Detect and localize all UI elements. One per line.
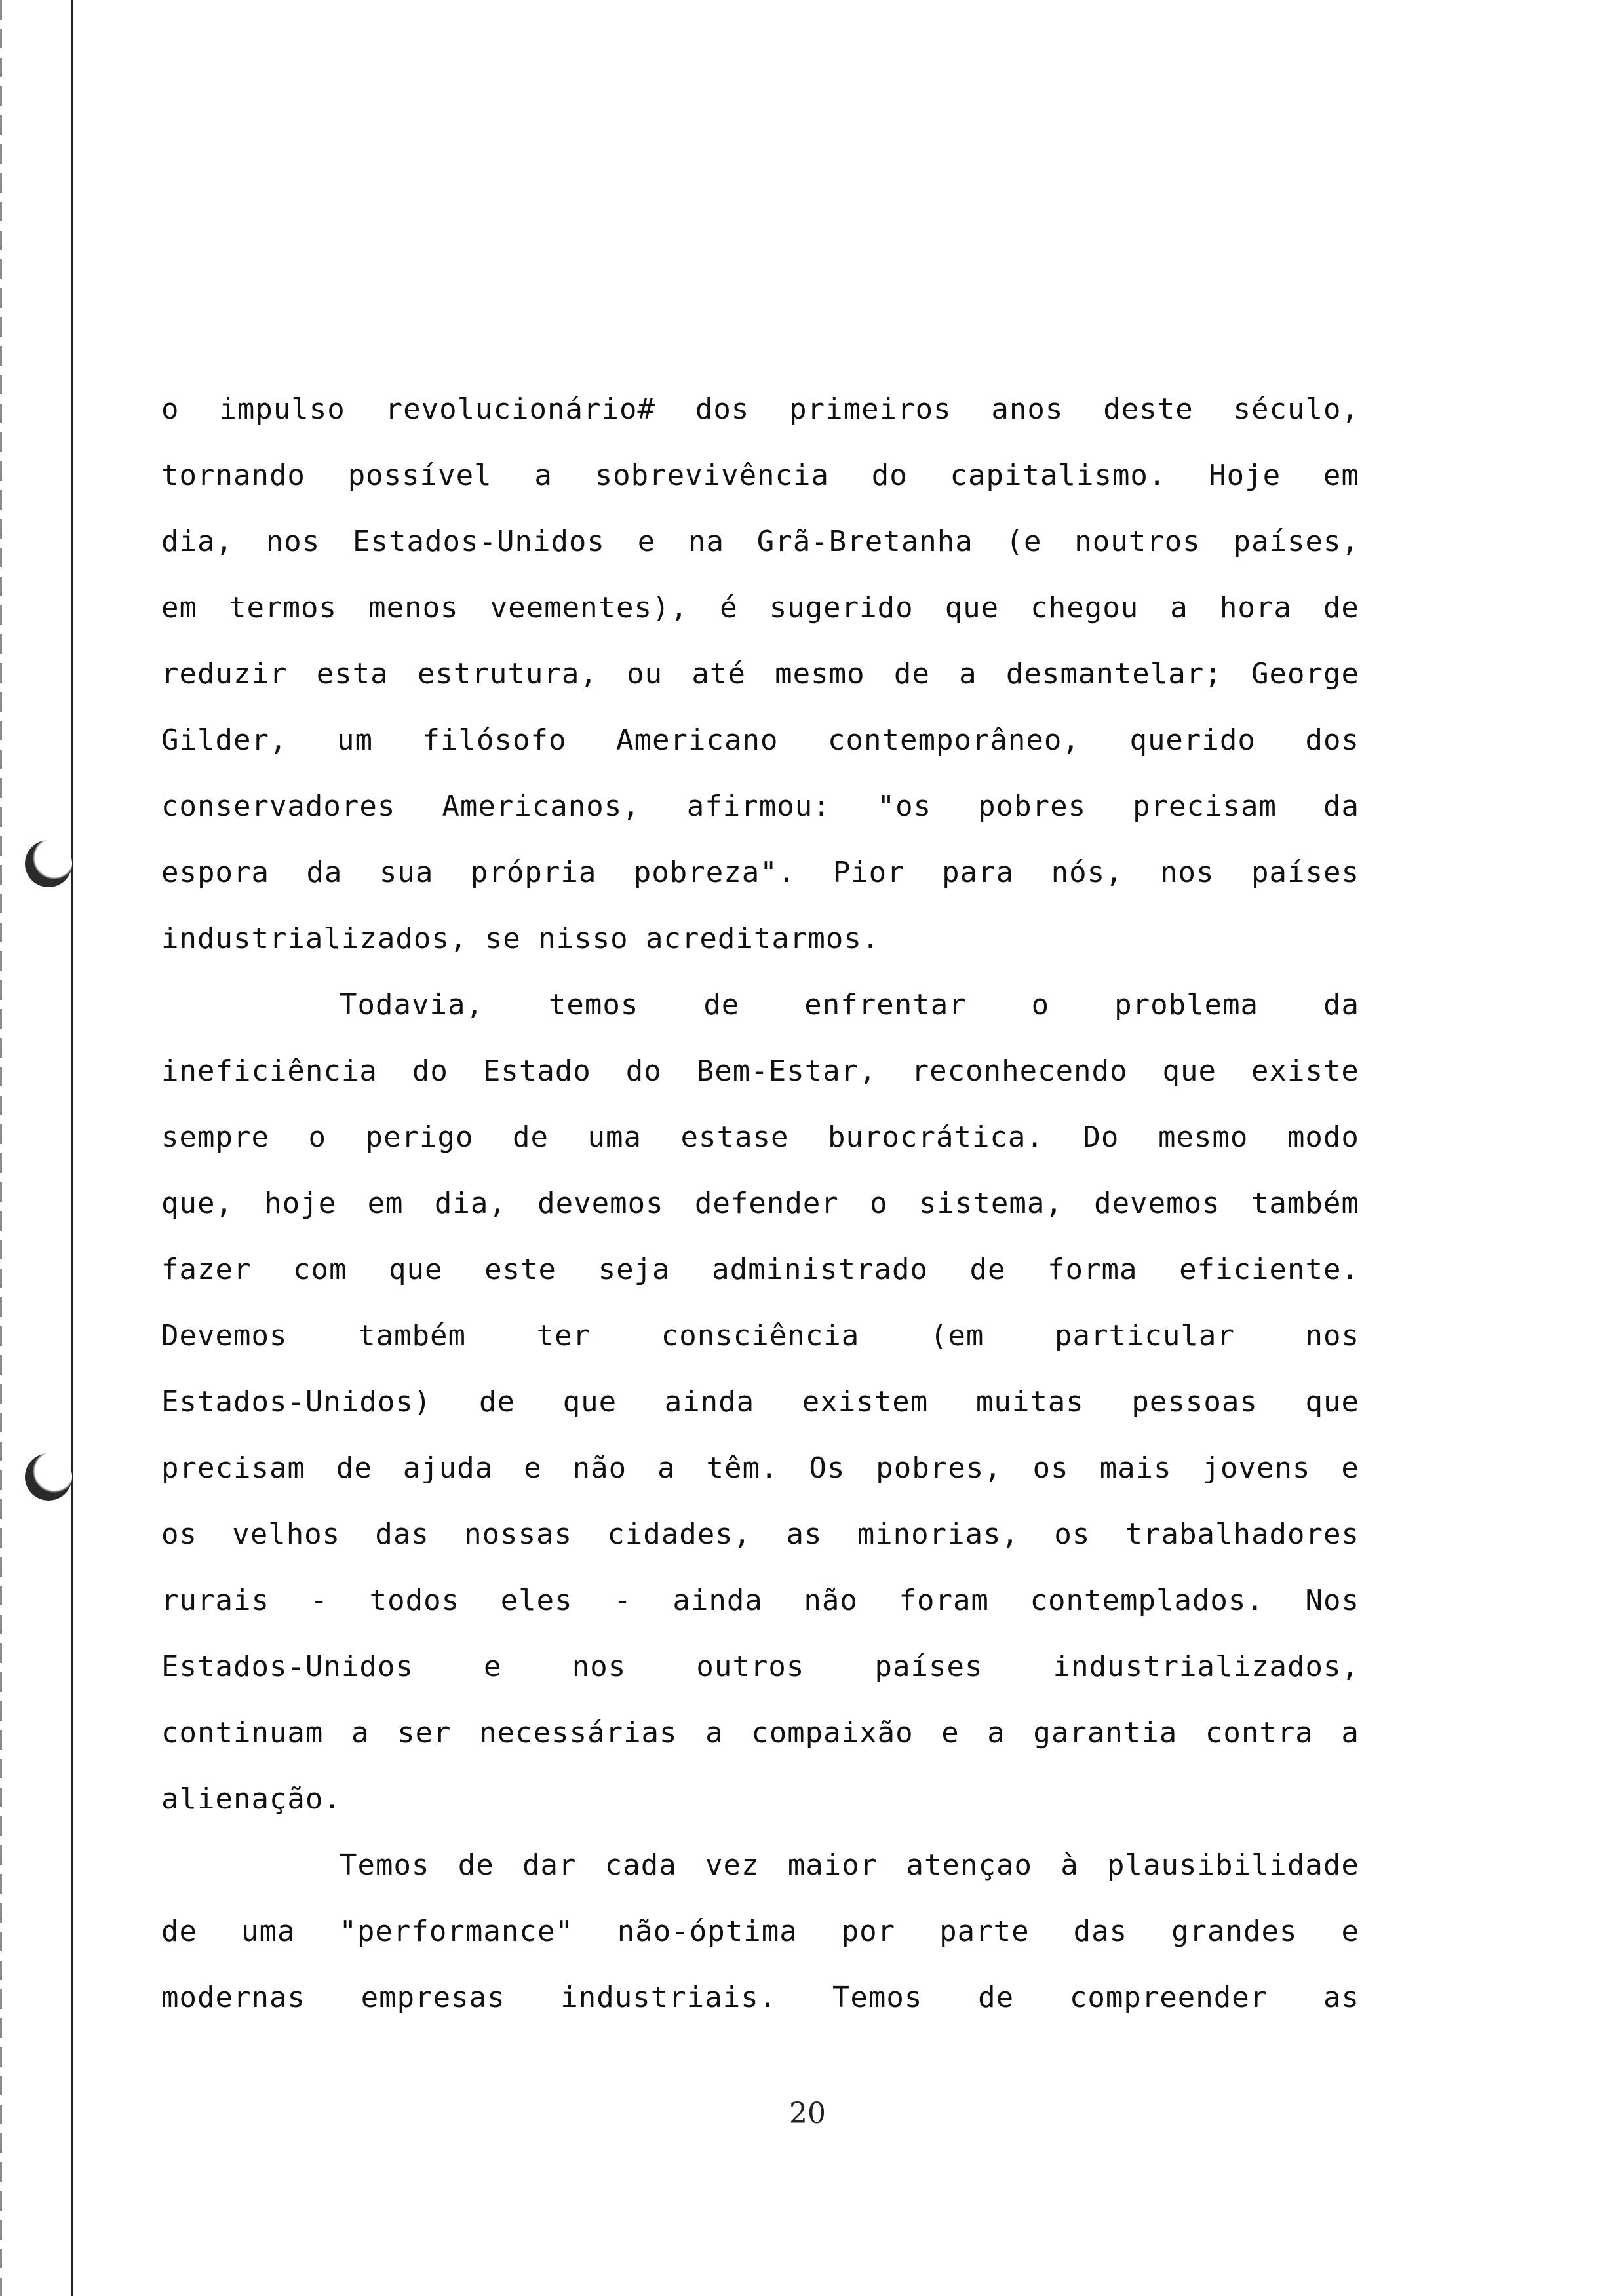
word: se bbox=[484, 922, 521, 955]
word: à bbox=[1060, 1848, 1079, 1882]
word: é bbox=[720, 591, 738, 624]
word: - bbox=[613, 1584, 632, 1617]
word: jovens bbox=[1202, 1451, 1311, 1485]
word: Estados-Unidos bbox=[353, 525, 605, 558]
word: trabalhadores bbox=[1125, 1518, 1359, 1551]
text-line bbox=[161, 575, 1359, 641]
text-line bbox=[161, 641, 1359, 707]
word: também bbox=[358, 1319, 467, 1352]
word: particular bbox=[1054, 1319, 1235, 1352]
word: ainda bbox=[672, 1584, 763, 1617]
word: não bbox=[572, 1451, 627, 1485]
word: afirmou: bbox=[686, 790, 831, 823]
word: o bbox=[308, 1120, 326, 1154]
word: e bbox=[941, 1716, 960, 1750]
word: este bbox=[484, 1253, 557, 1286]
word: de bbox=[457, 1848, 494, 1882]
text-line bbox=[161, 773, 1359, 839]
word: estrutura, bbox=[417, 657, 598, 691]
word: nós, bbox=[1051, 856, 1123, 889]
word: problema bbox=[1114, 988, 1259, 1022]
word: Grã-Bretanha bbox=[756, 525, 973, 558]
word: veementes), bbox=[490, 591, 689, 624]
word: e bbox=[524, 1451, 542, 1485]
word: atençao bbox=[906, 1848, 1032, 1882]
word: sistema, bbox=[918, 1187, 1063, 1220]
word: de bbox=[1323, 591, 1359, 624]
word: própria bbox=[470, 856, 597, 889]
word: "performance" bbox=[339, 1915, 574, 1948]
word: forma bbox=[1047, 1253, 1138, 1286]
word: George bbox=[1251, 657, 1359, 691]
word: do bbox=[871, 459, 908, 492]
text-line bbox=[161, 1567, 1359, 1634]
word: países, bbox=[1233, 525, 1359, 558]
text-line bbox=[161, 1038, 1359, 1104]
word: a bbox=[705, 1716, 724, 1750]
word: chegou bbox=[1030, 591, 1139, 624]
word: revolucionário# bbox=[385, 392, 655, 426]
text-line bbox=[161, 1634, 1359, 1700]
word: todos bbox=[369, 1584, 460, 1617]
word: por bbox=[841, 1915, 896, 1948]
word: com bbox=[293, 1253, 347, 1286]
word: enfrentar bbox=[804, 988, 967, 1022]
word: burocrática. bbox=[828, 1120, 1044, 1154]
text-line bbox=[161, 1832, 1359, 1898]
word: devemos bbox=[1094, 1187, 1220, 1220]
word: existe bbox=[1251, 1054, 1359, 1088]
word: maior bbox=[787, 1848, 878, 1882]
word: contemplados. bbox=[1030, 1584, 1264, 1617]
word: de bbox=[978, 1981, 1015, 2014]
word: cidades, bbox=[607, 1518, 752, 1551]
word: pobreza". bbox=[633, 856, 796, 889]
word: uma bbox=[587, 1120, 642, 1154]
word: noutros bbox=[1074, 525, 1201, 558]
word: em bbox=[161, 591, 197, 624]
word: industrializados, bbox=[1053, 1650, 1359, 1683]
word: nisso bbox=[538, 922, 629, 955]
binder-margin-line bbox=[71, 0, 73, 2296]
word: grandes bbox=[1171, 1915, 1298, 1948]
text-line bbox=[161, 839, 1359, 906]
word: cada bbox=[604, 1848, 677, 1882]
word: acreditarmos. bbox=[645, 922, 880, 955]
word: ajuda bbox=[402, 1451, 494, 1485]
word: primeiros bbox=[789, 392, 952, 426]
word: hoje bbox=[264, 1187, 337, 1220]
word: a bbox=[534, 459, 553, 492]
word: nos bbox=[572, 1650, 627, 1683]
word: nos bbox=[265, 525, 321, 558]
word: compaixão bbox=[751, 1716, 914, 1750]
text-line bbox=[161, 1104, 1359, 1170]
word: Os bbox=[809, 1451, 846, 1485]
word: ineficiência bbox=[161, 1054, 378, 1088]
word: Hoje bbox=[1209, 459, 1281, 492]
word: Do bbox=[1083, 1120, 1119, 1154]
word: que bbox=[562, 1385, 617, 1419]
word: na bbox=[688, 525, 724, 558]
text-line bbox=[161, 376, 1359, 442]
word: hora bbox=[1219, 591, 1292, 624]
text-line bbox=[161, 1898, 1359, 1964]
word: século, bbox=[1233, 392, 1359, 426]
word: alienação. bbox=[161, 1782, 341, 1816]
word: impulso bbox=[219, 392, 345, 426]
text-line bbox=[161, 1236, 1359, 1303]
word: compreender bbox=[1069, 1981, 1268, 2014]
word: Estados-Unidos) bbox=[161, 1385, 432, 1419]
word: o bbox=[1031, 988, 1050, 1022]
word: de bbox=[513, 1120, 549, 1154]
word: de bbox=[478, 1385, 515, 1419]
word: que bbox=[1162, 1054, 1216, 1088]
word: a bbox=[987, 1716, 1005, 1750]
word: e bbox=[637, 525, 656, 558]
word: - bbox=[310, 1584, 329, 1617]
word: (em bbox=[929, 1319, 984, 1352]
word: Temos bbox=[832, 1981, 923, 2014]
word: uma bbox=[241, 1915, 296, 1948]
word: nos bbox=[1160, 856, 1215, 889]
word: capitalismo. bbox=[950, 459, 1167, 492]
word: a bbox=[1341, 1716, 1359, 1750]
punch-hole-icon bbox=[25, 840, 72, 887]
word: de bbox=[161, 1915, 197, 1948]
word: Estado bbox=[482, 1054, 591, 1088]
word: ou bbox=[627, 657, 663, 691]
word: a bbox=[959, 657, 977, 691]
word: espora bbox=[161, 856, 269, 889]
word: garantia bbox=[1033, 1716, 1178, 1750]
word: vez bbox=[705, 1848, 760, 1882]
text-line bbox=[161, 1766, 1359, 1832]
punch-hole-icon bbox=[25, 1453, 72, 1501]
word: foram bbox=[899, 1584, 989, 1617]
text-line bbox=[161, 1964, 1359, 2031]
word: estase bbox=[680, 1120, 789, 1154]
word: sobrevivência bbox=[594, 459, 830, 492]
word: dia, bbox=[434, 1187, 507, 1220]
word: para bbox=[942, 856, 1015, 889]
word: reconhecendo bbox=[911, 1054, 1128, 1088]
word: a bbox=[1170, 591, 1188, 624]
word: esta bbox=[316, 657, 389, 691]
word: modo bbox=[1287, 1120, 1359, 1154]
word: mesmo bbox=[775, 657, 865, 691]
word: perigo bbox=[365, 1120, 474, 1154]
word: tornando bbox=[161, 459, 305, 492]
word: temos bbox=[548, 988, 639, 1022]
word: parte bbox=[939, 1915, 1030, 1948]
word: e bbox=[484, 1650, 502, 1683]
word: plausibilidade bbox=[1107, 1848, 1359, 1882]
word: dia, bbox=[161, 525, 233, 558]
word: Americano bbox=[616, 723, 779, 757]
word: eles bbox=[500, 1584, 573, 1617]
word: e bbox=[1341, 1451, 1359, 1485]
word: de bbox=[969, 1253, 1006, 1286]
word: continuam bbox=[161, 1716, 324, 1750]
word: deste bbox=[1103, 392, 1194, 426]
word: sugerido bbox=[769, 591, 914, 624]
word: modernas bbox=[161, 1981, 305, 2014]
word: filósofo bbox=[422, 723, 567, 757]
word: nossas bbox=[464, 1518, 573, 1551]
word: precisam bbox=[161, 1451, 305, 1485]
word: fazer bbox=[161, 1253, 252, 1286]
word: que bbox=[944, 591, 1000, 624]
word: Gilder, bbox=[161, 723, 288, 757]
word: Bem-Estar, bbox=[696, 1054, 877, 1088]
word: anos bbox=[991, 392, 1064, 426]
word: das bbox=[375, 1518, 429, 1551]
word: até bbox=[691, 657, 746, 691]
word: sempre bbox=[161, 1120, 269, 1154]
page-edge-marks bbox=[0, 0, 2, 2296]
word: da bbox=[1323, 790, 1359, 823]
word: do bbox=[625, 1054, 662, 1088]
word: "os bbox=[877, 790, 932, 823]
word: industriais. bbox=[560, 1981, 777, 2014]
word: em bbox=[367, 1187, 404, 1220]
text-line bbox=[161, 442, 1359, 508]
word: ter bbox=[536, 1319, 591, 1352]
word: também bbox=[1251, 1187, 1359, 1220]
word: de bbox=[703, 988, 740, 1022]
text-line bbox=[161, 707, 1359, 773]
word: têm. bbox=[706, 1451, 779, 1485]
word: Estados-Unidos bbox=[161, 1650, 414, 1683]
word: velhos bbox=[232, 1518, 341, 1551]
word: o bbox=[161, 392, 180, 426]
word: que bbox=[1305, 1385, 1359, 1419]
word: contemporâneo, bbox=[828, 723, 1080, 757]
word: as bbox=[786, 1518, 823, 1551]
word: de bbox=[893, 657, 930, 691]
word: menos bbox=[368, 591, 459, 624]
word: sua bbox=[379, 856, 434, 889]
word: conservadores bbox=[161, 790, 396, 823]
word: das bbox=[1073, 1915, 1128, 1948]
word: administrado bbox=[712, 1253, 928, 1286]
text-line bbox=[161, 972, 1359, 1038]
word: mesmo bbox=[1158, 1120, 1249, 1154]
word: muitas bbox=[975, 1385, 1084, 1419]
word: nos bbox=[1305, 1319, 1359, 1352]
word: (e bbox=[1005, 525, 1042, 558]
word: os bbox=[161, 1518, 197, 1551]
text-line bbox=[161, 1303, 1359, 1369]
page-number: 20 bbox=[789, 2097, 826, 2130]
body-text bbox=[161, 376, 1359, 2031]
text-line bbox=[161, 1700, 1359, 1766]
word: que, bbox=[161, 1187, 233, 1220]
word: desmantelar; bbox=[1005, 657, 1222, 691]
word: não bbox=[804, 1584, 858, 1617]
word: não-óptima bbox=[617, 1915, 798, 1948]
word: dos bbox=[695, 392, 750, 426]
word: dar bbox=[522, 1848, 577, 1882]
word: as bbox=[1323, 1981, 1359, 2014]
word: os bbox=[1032, 1451, 1069, 1485]
word: pessoas bbox=[1131, 1385, 1258, 1419]
word: empresas bbox=[360, 1981, 505, 2014]
text-line bbox=[161, 1369, 1359, 1435]
word: de bbox=[336, 1451, 372, 1485]
word: ser bbox=[397, 1716, 452, 1750]
word: Pior bbox=[832, 856, 905, 889]
word: seja bbox=[598, 1253, 671, 1286]
word: a bbox=[657, 1451, 676, 1485]
word: reduzir bbox=[161, 657, 288, 691]
word: industrializados, bbox=[161, 922, 468, 955]
word: pobres, bbox=[876, 1451, 1002, 1485]
word: ainda bbox=[664, 1385, 755, 1419]
word: países bbox=[874, 1650, 983, 1683]
word: um bbox=[337, 723, 373, 757]
word: querido bbox=[1129, 723, 1256, 757]
word: eficiente. bbox=[1179, 1253, 1359, 1286]
word: outros bbox=[696, 1650, 805, 1683]
text-line bbox=[161, 906, 1359, 972]
word: da bbox=[1323, 988, 1359, 1022]
word: termos bbox=[229, 591, 338, 624]
word: os bbox=[1054, 1518, 1091, 1551]
word: consciência bbox=[661, 1319, 860, 1352]
word: Americanos, bbox=[442, 790, 640, 823]
word: Devemos bbox=[161, 1319, 288, 1352]
text-line bbox=[161, 1435, 1359, 1501]
word: minorias, bbox=[857, 1518, 1020, 1551]
word: que bbox=[389, 1253, 443, 1286]
word: Nos bbox=[1305, 1584, 1359, 1617]
word: do bbox=[412, 1054, 448, 1088]
word: pobres bbox=[978, 790, 1087, 823]
text-line bbox=[161, 508, 1359, 575]
word: Todavia, bbox=[340, 988, 484, 1022]
text-line bbox=[161, 1170, 1359, 1236]
word: a bbox=[351, 1716, 370, 1750]
word: Temos bbox=[340, 1848, 430, 1882]
word: precisam bbox=[1133, 790, 1277, 823]
word: mais bbox=[1099, 1451, 1172, 1485]
word: dos bbox=[1305, 723, 1359, 757]
word: e bbox=[1341, 1915, 1359, 1948]
word: rurais bbox=[161, 1584, 269, 1617]
word: países bbox=[1251, 856, 1359, 889]
word: devemos bbox=[537, 1187, 664, 1220]
word: possível bbox=[347, 459, 492, 492]
word: o bbox=[870, 1187, 888, 1220]
word: da bbox=[306, 856, 343, 889]
word: em bbox=[1323, 459, 1359, 492]
word: defender bbox=[694, 1187, 839, 1220]
word: contra bbox=[1205, 1716, 1313, 1750]
word: necessárias bbox=[479, 1716, 678, 1750]
text-line bbox=[161, 1501, 1359, 1567]
word: existem bbox=[802, 1385, 929, 1419]
